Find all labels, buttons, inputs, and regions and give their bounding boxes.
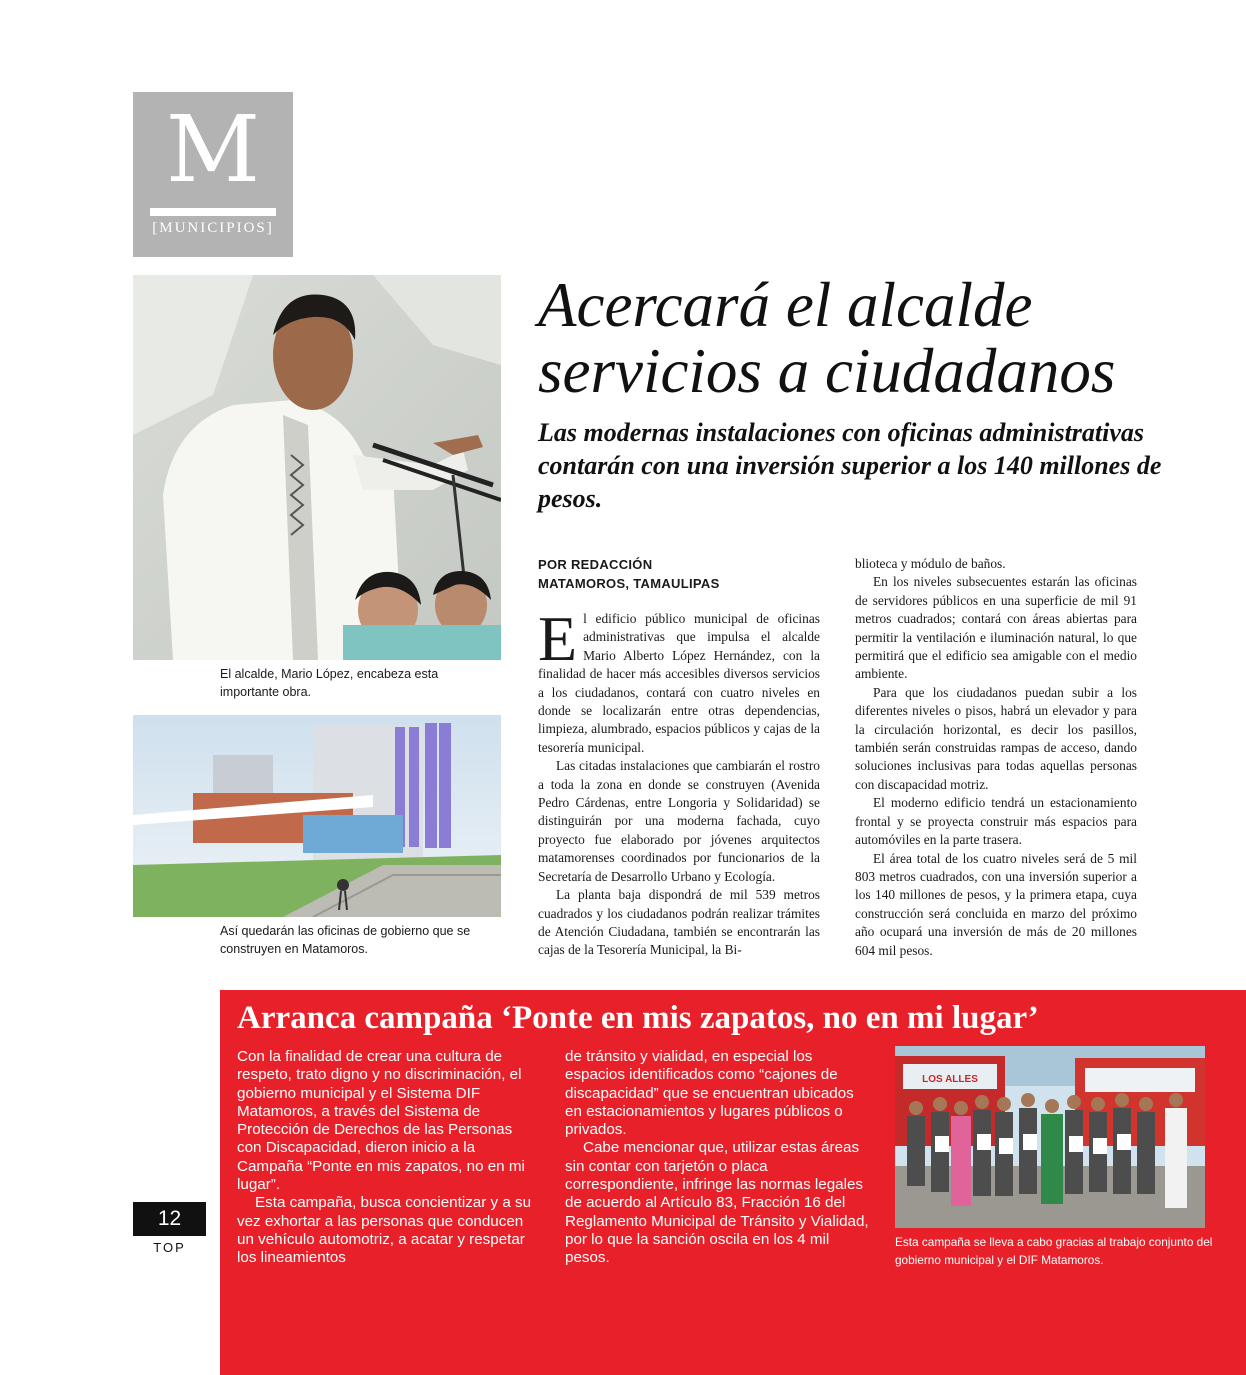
mayor-photo-caption: El alcalde, Mario López, encabeza esta importante obra.	[220, 667, 439, 699]
section-label: [MUNICIPIOS]	[152, 220, 274, 236]
campaign-column-2	[565, 1048, 870, 1268]
article-column-1	[538, 603, 820, 960]
article-paragraph: Para que los ciudadanos puedan subir a los diferentes niveles o pisos, habrá un elevador y para la circulación horizontal, es decir los pasillos, también serán construidas rampas de acceso, dando soluciones inclusivas para todas aquellas personas con discapacidad motriz.	[855, 684, 1137, 792]
section-logo	[133, 92, 293, 257]
bus-sign: LOS ALLES	[922, 1074, 978, 1085]
building-render-photo	[133, 715, 501, 917]
article-paragraph: El moderno edificio tendrá un estacionamiento frontal y se proyecta construir más espacios para automóviles en la parte trasera.	[855, 795, 1137, 848]
campaign-paragraph: Con la finalidad de crear una cultura de respeto, trato digno y no discriminación, el gobierno municipal y el Sistema DIF Matamoros, a través del Sistema de Protección de Derechos de las Personas con Discapacidad, dieron inicio a la Campaña “Ponte en mis zapatos, no en mi lugar”.	[237, 1048, 525, 1194]
drop-cap: E	[538, 603, 578, 674]
article-paragraph: En los niveles subsecuentes estarán las oficinas de servidores públicos en una superficie de mil 91 metros cuadrados; contará con áreas abiertas para permitir la ventilación e iluminación natural, lo que permitirá que el edificio sea amigable con el medio ambiente.	[855, 574, 1137, 682]
campaign-paragraph: Esta campaña, busca concientizar y a su vez exhortar a las personas que conducen un vehículo automotriz, a acatar y respetar los lineamientos	[237, 1194, 532, 1267]
campaign-paragraph: de tránsito y vialidad, en especial los espacios identificados como “cajones de discapacidad” que se encuentran ubicados en estacionamientos y lugares públicos o privados.	[565, 1048, 854, 1139]
mayor-photo	[133, 275, 501, 660]
section-rule	[150, 208, 276, 216]
campaign-headline: Arranca campaña ‘Ponte en mis zapatos, no en mi lugar’	[237, 1000, 1039, 1036]
campaign-photo	[895, 1046, 1205, 1228]
publication-label: TOP	[153, 1240, 186, 1255]
campaign-paragraph: Cabe mencionar que, utilizar estas áreas sin contar con tarjetón o placa correspondiente, infringe las normas legales de acuerdo al Artículo 83, Fracción 16 del Reglamento Municipal de Tránsito y Vialidad, por lo que la sanción oscila en los 4 mil pesos.	[565, 1139, 869, 1267]
page-number: 12	[133, 1202, 206, 1236]
section-letter: M	[165, 96, 261, 203]
byline-location: MATAMOROS, TAMAULIPAS	[538, 576, 720, 591]
building-photo-caption: Así quedarán las oficinas de gobierno que se construyen en Matamoros.	[220, 924, 471, 956]
campaign-column-1	[237, 1048, 537, 1268]
article-paragraph: Las citadas instalaciones que cambiarán el rostro a toda la zona en donde se construyen (Avenida Pedro Cárdenas, entre Longoria y Solidaridad) se distinguirán por una moderna fachada, cuyo proyecto fue elaborado por jóvenes arquitectos matamorenses coordinados por funcionarios de la Secretaría de Desarrollo Urbano y Ecología.	[538, 758, 820, 884]
article-column-2	[855, 555, 1137, 960]
article-paragraph: La planta baja dispondrá de mil 539 metros cuadrados y los ciudadanos podrán realizar trámites de Atención Ciudadana, también se encontrarán las cajas de la Tesorería Municipal, la Bi-	[538, 887, 820, 958]
article-deck: Las modernas instalaciones con oficinas administrativas contarán con una inversión superior a los 140 millones de pesos.	[538, 418, 1162, 513]
article-paragraph: El edificio público municipal de oficinas administrativas que impulsa el alcalde Mario Alberto López Hernández, con la finalidad de hacer más accesibles diversos servicios a los ciudadanos, contará con cuatro niveles en donde se localizarán entre otras dependencias, limpieza, alumbrado, espacios públicos y cajas de la tesorería municipal.	[538, 603, 820, 755]
article-paragraph: blioteca y módulo de baños.	[855, 556, 1006, 571]
byline-author: POR REDACCIÓN	[538, 557, 653, 572]
article-paragraph: El área total de los cuatro niveles será de 5 mil 803 metros cuadrados, con una inversión superior a los 140 millones de pesos, y la primera etapa, cuya construcción será concluida en marzo del próximo año ocupará una inversión de más de 20 millones 604 mil pesos.	[855, 850, 1137, 958]
article-byline	[538, 555, 720, 593]
campaign-photo-caption: Esta campaña se lleva a cabo gracias al trabajo conjunto del gobierno municipal y el DIF Matamoros.	[895, 1235, 1213, 1267]
article-headline: Acercará el alcalde servicios a ciudadanos	[538, 270, 1116, 406]
